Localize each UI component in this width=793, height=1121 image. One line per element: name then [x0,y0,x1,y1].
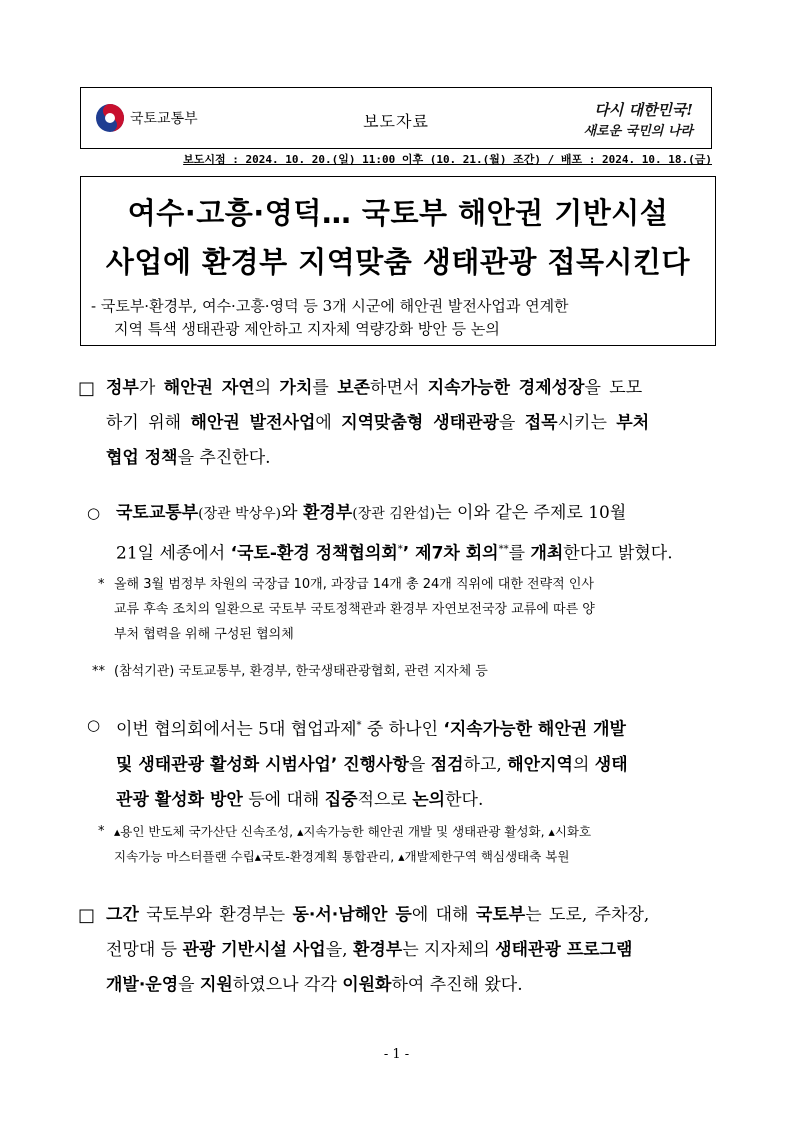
para1-line1: 정부가 해안권 자연의 가치를 보존하면서 지속가능한 경제성장을 도모 [106,378,643,398]
footnote-mark: ** [92,664,105,679]
square-bullet-icon: □ [78,378,96,399]
footnote-tasks: ▴용인 반도체 국가산단 신속조성, ▴지속가능한 해안권 개발 및 생태관광 활성화, ▴시화호 지속가능 마스터플랜 수립▴국토-환경계획 통합관리, ▴개발제한구역 핵심생태축 복원 [114,824,592,864]
header-box [80,87,712,149]
circle-bullet-icon: ○ [87,716,101,734]
para1-line3: 협업 정책을 추진한다. [106,448,271,468]
svg-text:다시 대한민국!: 다시 대한민국! [594,101,693,119]
para3-line1: 이번 협의회에서는 5대 협업과제* 중 하나인 ‘지속가능한 해안권 개발 [116,719,626,740]
square-bullet-icon: □ [78,905,96,926]
subheadline-line2: 지역 특색 생태관광 제안하고 지자체 역량강화 방안 등 논의 [114,320,500,338]
ministry-name: 국토교통부 [130,111,198,127]
para1-line2: 하기 위해 해안권 발전사업에 지역맞춤형 생태관광을 접목시키는 부처 [106,413,650,433]
para2-line1: 국토교통부(장관 박상우)와 환경부(장관 김완섭)는 이와 같은 주제로 10월 [116,503,627,523]
footnote-mark: * [98,577,105,592]
para2-line2: 21일 세종에서 ‘국토-환경 정책협의회*’ 제7차 회의**를 개최한다고 밝혔다. [116,543,673,564]
paragraph-meeting [116,496,720,572]
footnote-attendees: (참석기관) 국토교통부, 환경부, 한국생태관광협회, 관련 지자체 등 [114,664,488,679]
para4-line3: 개발·운영을 지원하였으나 각각 이원화하여 추진해 왔다. [106,975,523,995]
svg-text:새로운 국민의 나라: 새로운 국민의 나라 [583,124,693,139]
headline-line1: 여수·고흥·영덕… 국토부 해안권 기반시설 [127,196,669,230]
subheadline-line1: - 국토부·환경부, 여수·고흥·영덕 등 3개 시군에 해안권 발전사업과 연계한 [91,297,569,315]
para4-line2: 전망대 등 관광 기반시설 사업을, 환경부는 지자체의 생태관광 프로그램 [106,940,633,960]
para4-line1: 그간 국토부와 환경부는 동·서·남해안 등에 대해 국토부는 도로, 주차장, [106,905,650,925]
page-number: - 1 - [383,1047,410,1062]
headline-line2: 사업에 환경부 지역맞춤 생태관광 접목시킨다 [105,245,691,279]
headline [81,189,715,287]
slogan-calligraphy [555,98,695,140]
release-info: 보도시점 : 2024. 10. 20.(일) 11:00 이후 (10. 21.(월) 조간) / 배포 : 2024. 10. 18.(금) [183,153,712,166]
para3-line3: 관광 활성화 방안 등에 대해 집중적으로 논의한다. [116,789,484,810]
paragraph-agenda [116,708,720,818]
footnote-mark: * [98,824,105,839]
paragraph-intro [106,371,718,476]
subheadline [91,295,707,341]
circle-bullet-icon: ○ [87,504,101,522]
footnote-council: 올해 3월 범정부 차원의 국장급 10개, 과장급 14개 총 24개 직위에 대한 전략적 인사 교류 후속 조치의 일환으로 국토부 국토정책관과 환경부 자연보전국장 교류에 따른 양 부처 협력을 위해 구성된 협의체 [114,577,595,642]
para3-line2: 및 생태관광 활성화 시범사업’ 진행사항을 점검하고, 해안지역의 생태 [116,754,628,775]
title-box [80,176,716,346]
paragraph-background [106,898,720,1003]
document-type: 보도자료 [363,112,429,131]
